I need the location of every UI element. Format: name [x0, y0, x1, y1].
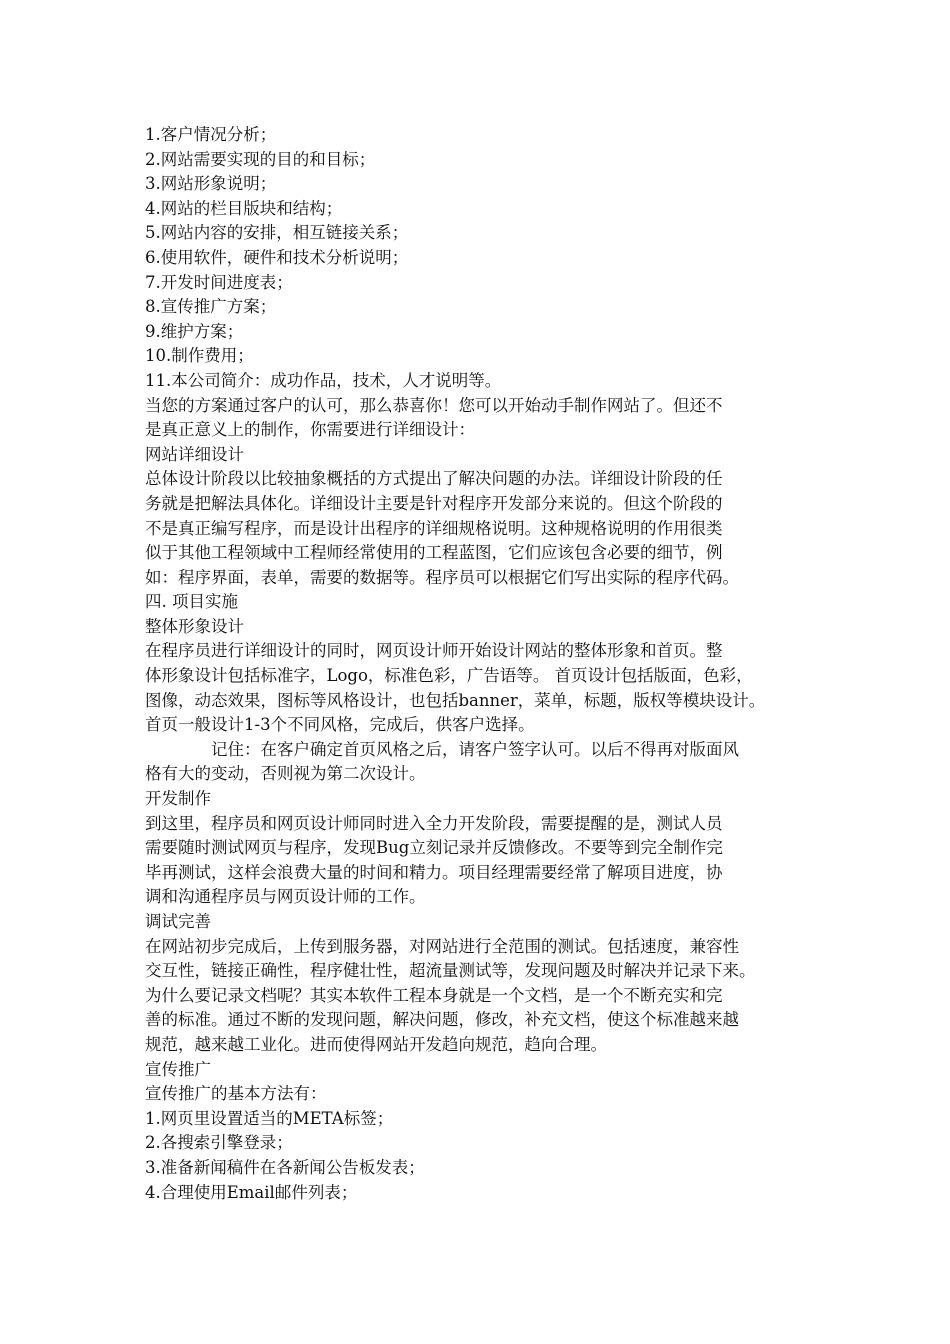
- paragraph-line: 在程序员进行详细设计的同时，网页设计师开始设计网站的整体形象和首页。整: [145, 641, 723, 661]
- paragraph-line: 体形象设计包括标准字，Logo，标准色彩，广告语等。 首页设计包括版面，色彩，: [145, 666, 753, 686]
- list-item-promotion: 8.宣传推广方案；: [145, 297, 277, 317]
- list-item-cost: 10.制作费用；: [145, 346, 254, 366]
- list-item-image: 3.网站形象说明；: [145, 174, 277, 194]
- paragraph-line-note: 记住：在客户确定首页风格之后，请客户签字认可。以后不得再对版面风: [211, 739, 739, 759]
- paragraph-line: 在网站初步完成后，上传到服务器，对网站进行全范围的测试。包括速度，兼容性: [145, 936, 739, 956]
- paragraph-line: 总体设计阶段以比较抽象概括的方式提出了解决问题的办法。详细设计阶段的任: [145, 469, 723, 489]
- list-item-press-release: 3.准备新闻稿件在各新闻公告板发表；: [145, 1157, 425, 1177]
- paragraph-line: 需要随时测试网页与程序，发现Bug立刻记录并反馈修改。不要等到完全制作完: [145, 838, 723, 858]
- paragraph-line: 规范，越来越工业化。进而使得网站开发趋向规范，趋向合理。: [145, 1034, 607, 1054]
- section-heading-development: 开发制作: [145, 789, 211, 809]
- list-item-client-analysis: 1.客户情况分析；: [145, 125, 277, 144]
- paragraph-line: 毕再测试，这样会浪费大量的时间和精力。项目经理需要经常了解项目进度，协: [145, 862, 723, 882]
- section-heading-implementation: 四. 项目实施: [145, 592, 238, 612]
- paragraph-line: 是真正意义上的制作，你需要进行详细设计：: [145, 420, 475, 440]
- list-item-company: 11.本公司简介：成功作品，技术，人才说明等。: [145, 370, 502, 390]
- paragraph-line: 为什么要记录文档呢？其实本软件工程本身就是一个文档，是一个不断充实和完: [145, 985, 723, 1005]
- document-page: [145, 123, 825, 1205]
- paragraph-line: 调和沟通程序员与网页设计师的工作。: [145, 887, 426, 907]
- paragraph-line: 似于其他工程领域中工程师经常使用的工程蓝图，它们应该包含必要的细节，例: [145, 543, 723, 563]
- section-heading-testing: 调试完善: [145, 912, 211, 931]
- paragraph-line: 务就是把解法具体化。详细设计主要是针对程序开发部分来说的。但这个阶段的: [145, 493, 723, 513]
- paragraph-line: 宣传推广的基本方法有：: [145, 1084, 327, 1104]
- list-item-meta-tags: 1.网页里设置适当的META标签；: [145, 1108, 394, 1128]
- paragraph-line: 到这里，程序员和网页设计师同时进入全力开发阶段，需要提醒的是，测试人员: [145, 813, 723, 833]
- list-item-software: 6.使用软件，硬件和技术分析说明；: [145, 247, 409, 267]
- paragraph-line: 格有大的变动，否则视为第二次设计。: [145, 764, 426, 784]
- paragraph-line: 善的标准。通过不断的发现问题，解决问题，修改，补充文档，使这个标准越来越: [145, 1010, 739, 1030]
- paragraph-line: 首页一般设计1-3个不同风格，完成后，供客户选择。: [145, 715, 535, 735]
- section-heading-promotion: 宣传推广: [145, 1059, 211, 1079]
- list-item-schedule: 7.开发时间进度表；: [145, 272, 293, 292]
- list-item-email-list: 4.合理使用Email邮件列表；: [145, 1182, 358, 1202]
- paragraph-line: 不是真正编写程序，而是设计出程序的详细规格说明。这种规格说明的作用很类: [145, 518, 723, 538]
- paragraph-line: 交互性，链接正确性，程序健壮性，超流量测试等，发现问题及时解决并记录下来。: [145, 961, 756, 981]
- paragraph-line: 当您的方案通过客户的认可，那么恭喜你！您可以开始动手制作网站了。但还不: [145, 395, 723, 415]
- list-item-content: 5.网站内容的安排，相互链接关系；: [145, 223, 409, 243]
- list-item-goals: 2.网站需要实现的目的和目标；: [145, 149, 376, 169]
- section-heading-detail-design: 网站详细设计: [145, 444, 244, 464]
- paragraph-line: 图像，动态效果，图标等风格设计，也包括banner，菜单，标题，版权等模块设计。: [145, 690, 766, 710]
- section-heading-overall-design: 整体形象设计: [145, 616, 244, 636]
- list-item-search-engines: 2.各搜索引擎登录；: [145, 1133, 293, 1153]
- list-item-maintenance: 9.维护方案；: [145, 321, 244, 341]
- paragraph-line: 如：程序界面，表单，需要的数据等。程序员可以根据它们写出实际的程序代码。: [145, 567, 739, 587]
- list-item-structure: 4.网站的栏目版块和结构；: [145, 198, 343, 218]
